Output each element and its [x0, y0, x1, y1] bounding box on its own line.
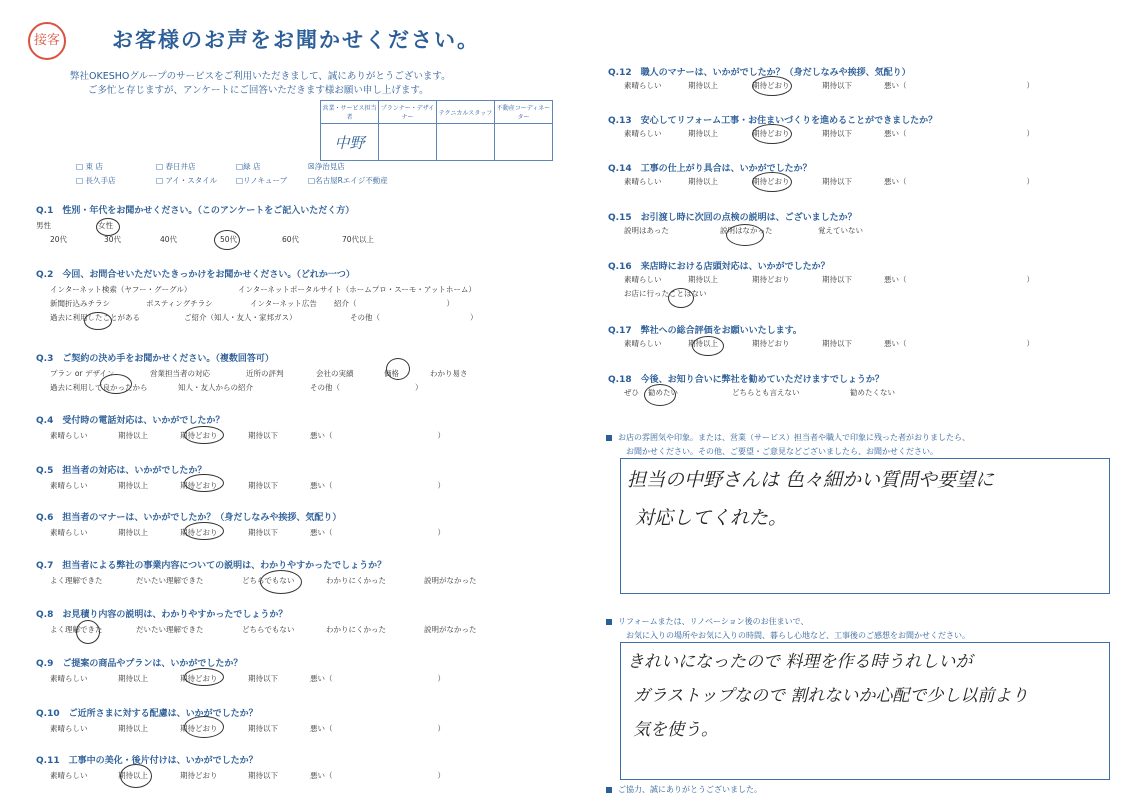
- answer-option[interactable]: 60代: [282, 235, 300, 244]
- answer-option[interactable]: 素晴らしい: [624, 339, 662, 348]
- answer-option[interactable]: 期待以上: [688, 339, 718, 348]
- handwritten-circle-mark: [76, 620, 100, 644]
- answer-option[interactable]: だいたい理解できた: [136, 625, 204, 634]
- answer-option[interactable]: 営業担当者の対応: [150, 369, 210, 378]
- question-title: Q.14 工事の仕上がり具合は、いかがでしたか？: [608, 164, 812, 174]
- answer-option[interactable]: 悪い（ ）: [884, 339, 1034, 348]
- answer-option[interactable]: 新聞折込みチラシ: [50, 299, 110, 308]
- store-option[interactable]: □ 東 店: [76, 162, 103, 171]
- handwritten-circle-mark: [692, 336, 724, 356]
- free-comment-box-1[interactable]: [620, 458, 1110, 594]
- answer-option[interactable]: 期待どおり: [752, 275, 790, 284]
- answer-option[interactable]: 素晴らしい: [50, 674, 88, 683]
- answer-option[interactable]: 期待どおり: [180, 528, 218, 537]
- answer-option[interactable]: 期待以上: [118, 481, 148, 490]
- free-comment-label-1: お店の雰囲気や印象。または、営業（サービス）担当者や職人で印象に残った者がおりましたら、: [606, 432, 970, 443]
- answer-option[interactable]: 期待以下: [822, 177, 852, 186]
- answer-option[interactable]: 悪い（ ）: [310, 431, 445, 440]
- answer-option[interactable]: 素晴らしい: [624, 275, 662, 284]
- answer-option[interactable]: 価格: [384, 369, 399, 378]
- answer-option[interactable]: 悪い（ ）: [310, 771, 445, 780]
- footer-thanks: ご協力、誠にありがとうございました。: [606, 784, 762, 795]
- free-comment-label-2: お聞かせください。その他、ご要望・ご意見などございましたら、お聞かせください。: [626, 447, 938, 456]
- answer-option[interactable]: その他（ ）: [310, 383, 423, 392]
- staff-table: [320, 100, 553, 161]
- question-title: Q.18 今後、お知り合いに弊社を勧めていただけますでしょうか？: [608, 375, 884, 385]
- handwritten-circle-mark: [726, 224, 764, 246]
- handwritten-circle-mark: [644, 384, 676, 406]
- answer-option[interactable]: 悪い（ ）: [310, 674, 445, 683]
- store-option[interactable]: □リノキューブ: [236, 176, 288, 185]
- handwritten-answer-2-line2: ガラストップなので 割れないか心配で少し以前より: [633, 686, 1029, 706]
- answer-option[interactable]: 期待以上: [118, 528, 148, 537]
- answer-option[interactable]: 悪い（ ）: [310, 481, 445, 490]
- square-bullet-icon: [606, 787, 612, 793]
- page-title: お客様のお声をお聞かせください。: [112, 28, 480, 52]
- answer-option[interactable]: 素晴らしい: [50, 724, 88, 733]
- answer-option[interactable]: 悪い（ ）: [310, 724, 445, 733]
- answer-option[interactable]: 期待以上: [688, 275, 718, 284]
- handwritten-circle-mark: [100, 374, 132, 394]
- answer-option[interactable]: お店に行ったことはない: [624, 289, 707, 298]
- handwritten-answer-2-line3: 気を使う。: [633, 720, 718, 740]
- answer-option[interactable]: 悪い（ ）: [884, 275, 1034, 284]
- company-seal: 接客: [28, 22, 66, 60]
- answer-option[interactable]: 期待以下: [248, 481, 278, 490]
- store-checklist: [76, 160, 388, 188]
- answer-option[interactable]: 過去に利用して良かったから: [50, 383, 148, 392]
- answer-option[interactable]: 70代以上: [342, 235, 375, 244]
- answer-option[interactable]: 説明がなかった: [424, 576, 477, 585]
- store-option[interactable]: □ アイ・スタイル: [156, 176, 218, 185]
- answer-option[interactable]: 期待どおり: [752, 129, 790, 138]
- answer-option[interactable]: 期待以上: [688, 177, 718, 186]
- handwritten-circle-mark: [752, 172, 792, 192]
- answer-option[interactable]: どちらとも言えない: [732, 388, 800, 397]
- answer-option[interactable]: 素晴らしい: [50, 431, 88, 440]
- answer-option[interactable]: 男性: [36, 221, 51, 230]
- staff-header: 不動産コーディネーター: [495, 101, 553, 124]
- question-title: Q.13 安心してリフォーム工事・お住まいづくりを進めることができましたか？: [608, 116, 938, 126]
- answer-option[interactable]: 素晴らしい: [50, 771, 88, 780]
- question-title: Q.4 受付時の電話対応は、いかがでしたか？: [36, 416, 225, 426]
- handwritten-circle-mark: [214, 230, 240, 250]
- question-title: Q.10 ご近所さまに対する配慮は、いかがでしたか？: [36, 709, 258, 719]
- answer-option[interactable]: どちらでもない: [242, 625, 295, 634]
- handwritten-circle-mark: [260, 570, 302, 594]
- handwritten-circle-mark: [84, 312, 112, 330]
- impression-label-1: リフォームまたは、リノベーション後のお住まいで、: [606, 616, 808, 627]
- answer-option[interactable]: 知人・友人からの紹介: [178, 383, 253, 392]
- store-option[interactable]: □ 春日井店: [156, 162, 196, 171]
- answer-option[interactable]: 説明はあった: [624, 226, 669, 235]
- handwritten-circle-mark: [752, 124, 792, 144]
- square-bullet-icon: [606, 619, 612, 625]
- free-comment-box-2[interactable]: [620, 642, 1110, 780]
- intro-line-1: 弊社OKESHOグループのサービスをご利用いただきまして、誠にありがとうございます。: [70, 71, 451, 82]
- staff-planner-name[interactable]: [379, 124, 437, 161]
- answer-option[interactable]: 期待以上: [118, 771, 148, 780]
- handwritten-answer-2-line1: きれいになったので 料理を作る時うれしいが: [627, 652, 973, 672]
- answer-option[interactable]: 悪い（ ）: [884, 81, 1034, 90]
- handwritten-circle-mark: [184, 426, 224, 444]
- answer-option[interactable]: 期待以下: [248, 674, 278, 683]
- answer-option[interactable]: 素晴らしい: [50, 528, 88, 537]
- answer-option[interactable]: インターネット検索（ヤフー・グーグル）: [50, 285, 192, 294]
- answer-option[interactable]: わかりにくかった: [326, 625, 386, 634]
- answer-option[interactable]: 悪い（ ）: [310, 528, 445, 537]
- answer-option[interactable]: 素晴らしい: [50, 481, 88, 490]
- answer-option[interactable]: 期待どおり: [752, 339, 790, 348]
- answer-option[interactable]: 近所の評判: [246, 369, 284, 378]
- answer-option[interactable]: インターネットポータルサイト（ホームプロ・スーモ・アットホーム）: [238, 285, 476, 294]
- answer-option[interactable]: わかり易さ: [430, 369, 468, 378]
- answer-option[interactable]: 期待以下: [822, 339, 852, 348]
- answer-option[interactable]: ぜひ: [624, 388, 639, 397]
- answer-option[interactable]: プラン or デザイン: [50, 369, 115, 378]
- handwritten-circle-mark: [668, 288, 694, 308]
- answer-option[interactable]: 期待以下: [248, 431, 278, 440]
- answer-option[interactable]: 素晴らしい: [624, 177, 662, 186]
- answer-option[interactable]: 過去に利用したことがある: [50, 313, 140, 322]
- answer-option[interactable]: よく理解できた: [50, 625, 103, 634]
- answer-option[interactable]: 会社の実績: [316, 369, 354, 378]
- answer-option[interactable]: 素晴らしい: [624, 81, 662, 90]
- question-title: Q.5 担当者の対応は、いかがでしたか？: [36, 466, 207, 476]
- handwritten-circle-mark: [184, 522, 224, 540]
- answer-option[interactable]: 悪い（ ）: [884, 129, 1034, 138]
- answer-option[interactable]: 期待以下: [822, 81, 852, 90]
- intro-line-2: ご多忙と存じますが、アンケートにご回答いただきます様お願い申し上げます。: [88, 85, 429, 96]
- answer-option[interactable]: 説明はなかった: [720, 226, 773, 235]
- question-title: Q.3 ご契約の決め手をお聞かせください。（複数回答可）: [36, 354, 274, 364]
- handwritten-circle-mark: [184, 474, 224, 492]
- answer-option[interactable]: 覚えていない: [818, 226, 863, 235]
- question-title: Q.11 工事中の美化・後片付けは、いかがでしたか？: [36, 756, 258, 766]
- handwritten-circle-mark: [120, 764, 152, 788]
- answer-option[interactable]: 期待どおり: [180, 771, 218, 780]
- store-option[interactable]: □緑 店: [236, 162, 261, 171]
- answer-option[interactable]: 期待どおり: [180, 431, 218, 440]
- answer-option[interactable]: インターネット広告: [250, 299, 317, 308]
- answer-option[interactable]: 期待以下: [822, 275, 852, 284]
- impression-label-2: お気に入りの場所やお気に入りの時間、暮らし心地など、工事後のご感想をお聞かせください。: [626, 631, 970, 640]
- answer-option[interactable]: 期待どおり: [180, 674, 218, 683]
- question-title: Q.8 お見積り内容の説明は、わかりやすかったでしょうか？: [36, 610, 288, 620]
- question-title: Q.16 来店時における店頭対応は、いかがでしたか？: [608, 262, 830, 272]
- answer-option[interactable]: 期待以下: [248, 724, 278, 733]
- answer-option[interactable]: だいたい理解できた: [136, 576, 204, 585]
- answer-option[interactable]: 30代: [104, 235, 122, 244]
- answer-option[interactable]: 40代: [160, 235, 178, 244]
- answer-option[interactable]: 期待以上: [118, 724, 148, 733]
- staff-realestate-name[interactable]: [495, 124, 553, 161]
- answer-option[interactable]: 説明がなかった: [424, 625, 477, 634]
- staff-sales-name[interactable]: 中野: [321, 124, 379, 161]
- question-title: Q.6 担当者のマナーは、いかがでしたか？（身だしなみや挨拶、気配り）: [36, 513, 342, 523]
- store-option[interactable]: ☒浄治見店: [308, 162, 345, 171]
- staff-header: テクニカルスタッフ: [437, 101, 495, 124]
- handwritten-circle-mark: [184, 716, 224, 738]
- square-bullet-icon: [606, 435, 612, 441]
- question-title: Q.15 お引渡し時に次回の点検の説明は、ございましたか？: [608, 213, 857, 223]
- question-title: Q.1 性別・年代をお聞かせください。（このアンケートをご記入いただく方）: [36, 206, 355, 216]
- answer-option[interactable]: 期待以上: [118, 431, 148, 440]
- staff-technical-name[interactable]: [437, 124, 495, 161]
- answer-option[interactable]: どちらでもない: [242, 576, 295, 585]
- answer-option[interactable]: 期待どおり: [180, 481, 218, 490]
- answer-option[interactable]: ご紹介（知人・友人・家邦ガス）: [184, 313, 297, 322]
- staff-header: プランナー・デザイナー: [379, 101, 437, 124]
- question-title: Q.17 弊社への総合評価をお願いいたします。: [608, 326, 802, 336]
- answer-option[interactable]: 紹介（ ）: [334, 299, 454, 308]
- handwritten-circle-mark: [96, 218, 120, 236]
- answer-option[interactable]: わかりにくかった: [326, 576, 386, 585]
- answer-option[interactable]: 素晴らしい: [624, 129, 662, 138]
- answer-option[interactable]: 期待以下: [248, 528, 278, 537]
- answer-option[interactable]: 期待以上: [688, 129, 718, 138]
- answer-option[interactable]: 期待どおり: [180, 724, 218, 733]
- handwritten-circle-mark: [184, 668, 224, 686]
- answer-option[interactable]: 女性: [98, 221, 113, 230]
- question-title: Q.7 担当者による弊社の事業内容についての説明は、わかりやすかったでしょうか？: [36, 561, 387, 571]
- handwritten-circle-mark: [752, 76, 792, 96]
- answer-option[interactable]: 期待以上: [688, 81, 718, 90]
- answer-option[interactable]: 50代: [220, 235, 238, 244]
- question-title: Q.2 今回、お問合せいただいたきっかけをお聞かせください。（どれか一つ）: [36, 270, 355, 280]
- store-option[interactable]: □ 長久手店: [76, 176, 116, 185]
- answer-option[interactable]: 勧めたくない: [850, 388, 895, 397]
- answer-option[interactable]: 期待どおり: [752, 81, 790, 90]
- question-title: Q.12 職人のマナーは、いかがでしたか？（身だしなみや挨拶、気配り）: [608, 68, 911, 78]
- answer-option[interactable]: 勧めたい: [648, 388, 678, 397]
- answer-option[interactable]: 期待以上: [118, 674, 148, 683]
- answer-option[interactable]: 期待以下: [248, 771, 278, 780]
- answer-option[interactable]: その他（ ）: [350, 313, 478, 322]
- answer-option[interactable]: ポスティングチラシ: [146, 299, 213, 308]
- handwritten-answer-1-line2: 対応してくれた。: [635, 507, 788, 529]
- answer-option[interactable]: 期待以下: [822, 129, 852, 138]
- answer-option[interactable]: 20代: [50, 235, 68, 244]
- answer-option[interactable]: 期待どおり: [752, 177, 790, 186]
- question-title: Q.9 ご提案の商品やプランは、いかがでしたか？: [36, 659, 243, 669]
- store-option[interactable]: □名古屋Rエイジ不動産: [308, 176, 388, 185]
- answer-option[interactable]: 悪い（ ）: [884, 177, 1034, 186]
- handwritten-answer-1-line1: 担当の中野さんは 色々細かい質問や要望に: [627, 469, 995, 491]
- answer-option[interactable]: よく理解できた: [50, 576, 103, 585]
- staff-header: 営業・サービス担当者: [321, 101, 379, 124]
- handwritten-circle-mark: [386, 358, 410, 380]
